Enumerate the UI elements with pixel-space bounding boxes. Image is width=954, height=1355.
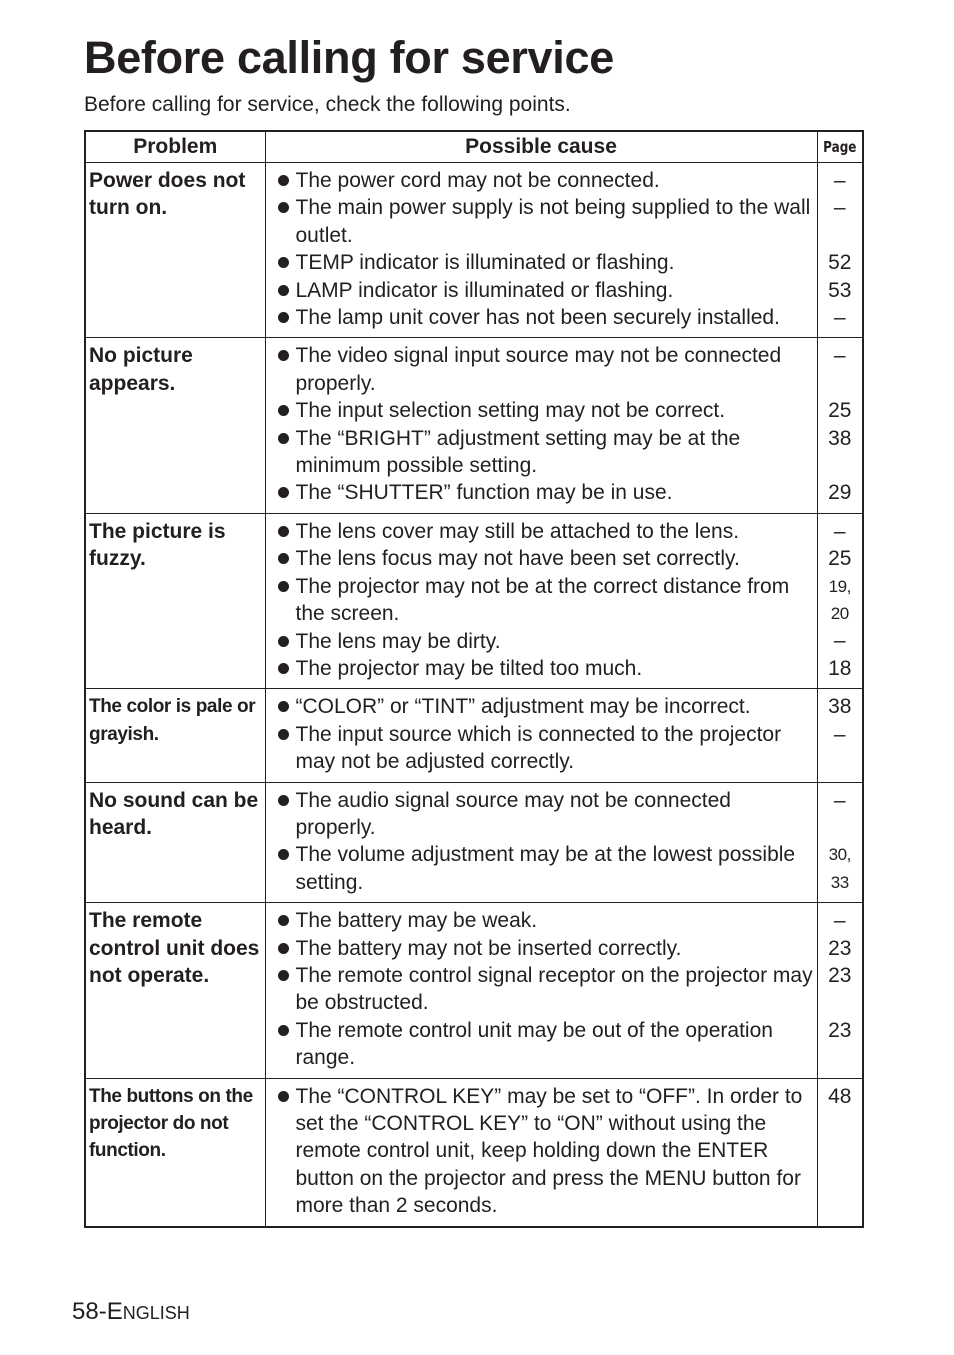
page-cell bbox=[817, 513, 863, 688]
language-rest: NGLISH bbox=[122, 1303, 190, 1323]
page-ref: 25 bbox=[828, 399, 852, 423]
page-ref: – bbox=[833, 169, 846, 192]
cause-item: The “BRIGHT” adjustment setting may be at the minimum possible setting. bbox=[276, 425, 815, 480]
table-header-row bbox=[85, 131, 863, 163]
table-row bbox=[85, 163, 863, 338]
page-ref: 38 bbox=[828, 695, 852, 719]
problem-cell: No sound can be heard. bbox=[85, 782, 265, 903]
page-ref: – bbox=[833, 519, 846, 543]
cause-item: The projector may not be at the correct distance from the screen. bbox=[276, 573, 815, 628]
cause-cell bbox=[265, 689, 817, 782]
page-ref: – bbox=[833, 722, 846, 746]
page-ref: – bbox=[833, 305, 846, 329]
page-ref: 52 bbox=[828, 251, 852, 275]
page-ref: 20 bbox=[830, 604, 849, 624]
page-cell bbox=[817, 903, 863, 1078]
cause-item: The audio signal source may not be connected properly. bbox=[276, 787, 815, 842]
page-ref bbox=[818, 814, 863, 841]
page-ref bbox=[818, 370, 863, 397]
page-ref: – bbox=[833, 788, 846, 812]
page-ref: 19, bbox=[828, 576, 851, 596]
page-ref: 23 bbox=[828, 963, 852, 987]
cause-item: “COLOR” or “TINT” adjustment may be incorrect. bbox=[276, 693, 815, 720]
cause-cell bbox=[265, 903, 817, 1078]
page-number: 58- bbox=[72, 1298, 107, 1325]
cause-item: The input selection setting may not be correct. bbox=[276, 397, 815, 424]
page-ref bbox=[818, 222, 863, 249]
cause-item: The lens may be dirty. bbox=[276, 628, 815, 655]
header-problem: Problem bbox=[85, 131, 265, 163]
language-initial: E bbox=[106, 1298, 123, 1325]
problem-cell: Power does not turn on. bbox=[85, 163, 265, 338]
page-ref bbox=[818, 989, 863, 1016]
cause-cell bbox=[265, 1078, 817, 1227]
problem-cell: No picture appears. bbox=[85, 338, 265, 513]
page-ref: – bbox=[833, 629, 846, 653]
cause-item: The video signal input source may not be connected properly. bbox=[276, 342, 815, 397]
problem-cell: The buttons on the projector do not function. bbox=[85, 1078, 265, 1227]
cause-item: The “CONTROL KEY” may be set to “OFF”. In order to set the “CONTROL KEY” to “ON” without using the remote control unit, keep holding down the ENTER button on the projector and press the MENU button for more than 2 seconds. bbox=[276, 1083, 815, 1220]
intro-text: Before calling for service, check the following points. bbox=[84, 93, 571, 116]
cause-item: The battery may not be inserted correctly. bbox=[276, 935, 815, 962]
cause-item: The remote control signal receptor on the projector may be obstructed. bbox=[276, 962, 815, 1017]
page-ref: 53 bbox=[828, 278, 852, 302]
header-cause: Possible cause bbox=[265, 131, 817, 163]
cause-item: The input source which is connected to the projector may not be adjusted correctly. bbox=[276, 721, 815, 776]
page-ref: – bbox=[833, 344, 846, 368]
page-ref: 23 bbox=[828, 1018, 852, 1042]
cause-item: TEMP indicator is illuminated or flashing. bbox=[276, 249, 815, 276]
cause-item: The lamp unit cover has not been securely installed. bbox=[276, 304, 815, 331]
page-cell bbox=[817, 338, 863, 513]
problem-cell: The picture is fuzzy. bbox=[85, 513, 265, 688]
cause-item: The lens focus may not have been set correctly. bbox=[276, 545, 815, 572]
table-row bbox=[85, 782, 863, 903]
troubleshooting-table bbox=[84, 130, 864, 1228]
page-cell bbox=[817, 689, 863, 782]
page-cell bbox=[817, 1078, 863, 1227]
page-cell bbox=[817, 163, 863, 338]
problem-cell: The color is pale or grayish. bbox=[85, 689, 265, 782]
table-body bbox=[85, 163, 863, 1227]
page-ref bbox=[818, 452, 863, 479]
page-ref: – bbox=[833, 909, 846, 933]
table-row bbox=[85, 1078, 863, 1227]
cause-item: The power cord may not be connected. bbox=[276, 167, 815, 194]
cause-cell bbox=[265, 782, 817, 903]
cause-item: The remote control unit may be out of the operation range. bbox=[276, 1017, 815, 1072]
page-footer bbox=[72, 1298, 190, 1326]
page-ref: – bbox=[833, 196, 846, 220]
cause-cell bbox=[265, 513, 817, 688]
cause-item: The main power supply is not being supplied to the wall outlet. bbox=[276, 194, 815, 249]
cause-item: The lens cover may still be attached to the lens. bbox=[276, 518, 815, 545]
table-row bbox=[85, 513, 863, 688]
page-ref: 48 bbox=[828, 1084, 852, 1108]
page-ref: 29 bbox=[828, 481, 852, 505]
cause-cell bbox=[265, 163, 817, 338]
table-row bbox=[85, 903, 863, 1078]
page-ref: 38 bbox=[828, 426, 852, 450]
problem-cell: The remote control unit does not operate. bbox=[85, 903, 265, 1078]
page-ref: 23 bbox=[828, 936, 852, 960]
cause-item: The volume adjustment may be at the lowest possible setting. bbox=[276, 841, 815, 896]
header-page: Page bbox=[822, 131, 859, 163]
page-ref: 30, bbox=[828, 845, 851, 865]
cause-item: The “SHUTTER” function may be in use. bbox=[276, 479, 815, 506]
page-ref: 25 bbox=[828, 547, 852, 571]
table-row bbox=[85, 689, 863, 782]
table-row bbox=[85, 338, 863, 513]
page-title: Before calling for service bbox=[84, 32, 614, 83]
cause-item: The projector may be tilted too much. bbox=[276, 655, 815, 682]
cause-cell bbox=[265, 338, 817, 513]
page-ref: 18 bbox=[828, 656, 852, 680]
cause-item: LAMP indicator is illuminated or flashing. bbox=[276, 277, 815, 304]
cause-item: The battery may be weak. bbox=[276, 907, 815, 934]
page-ref: 33 bbox=[830, 872, 849, 892]
page-cell bbox=[817, 782, 863, 903]
